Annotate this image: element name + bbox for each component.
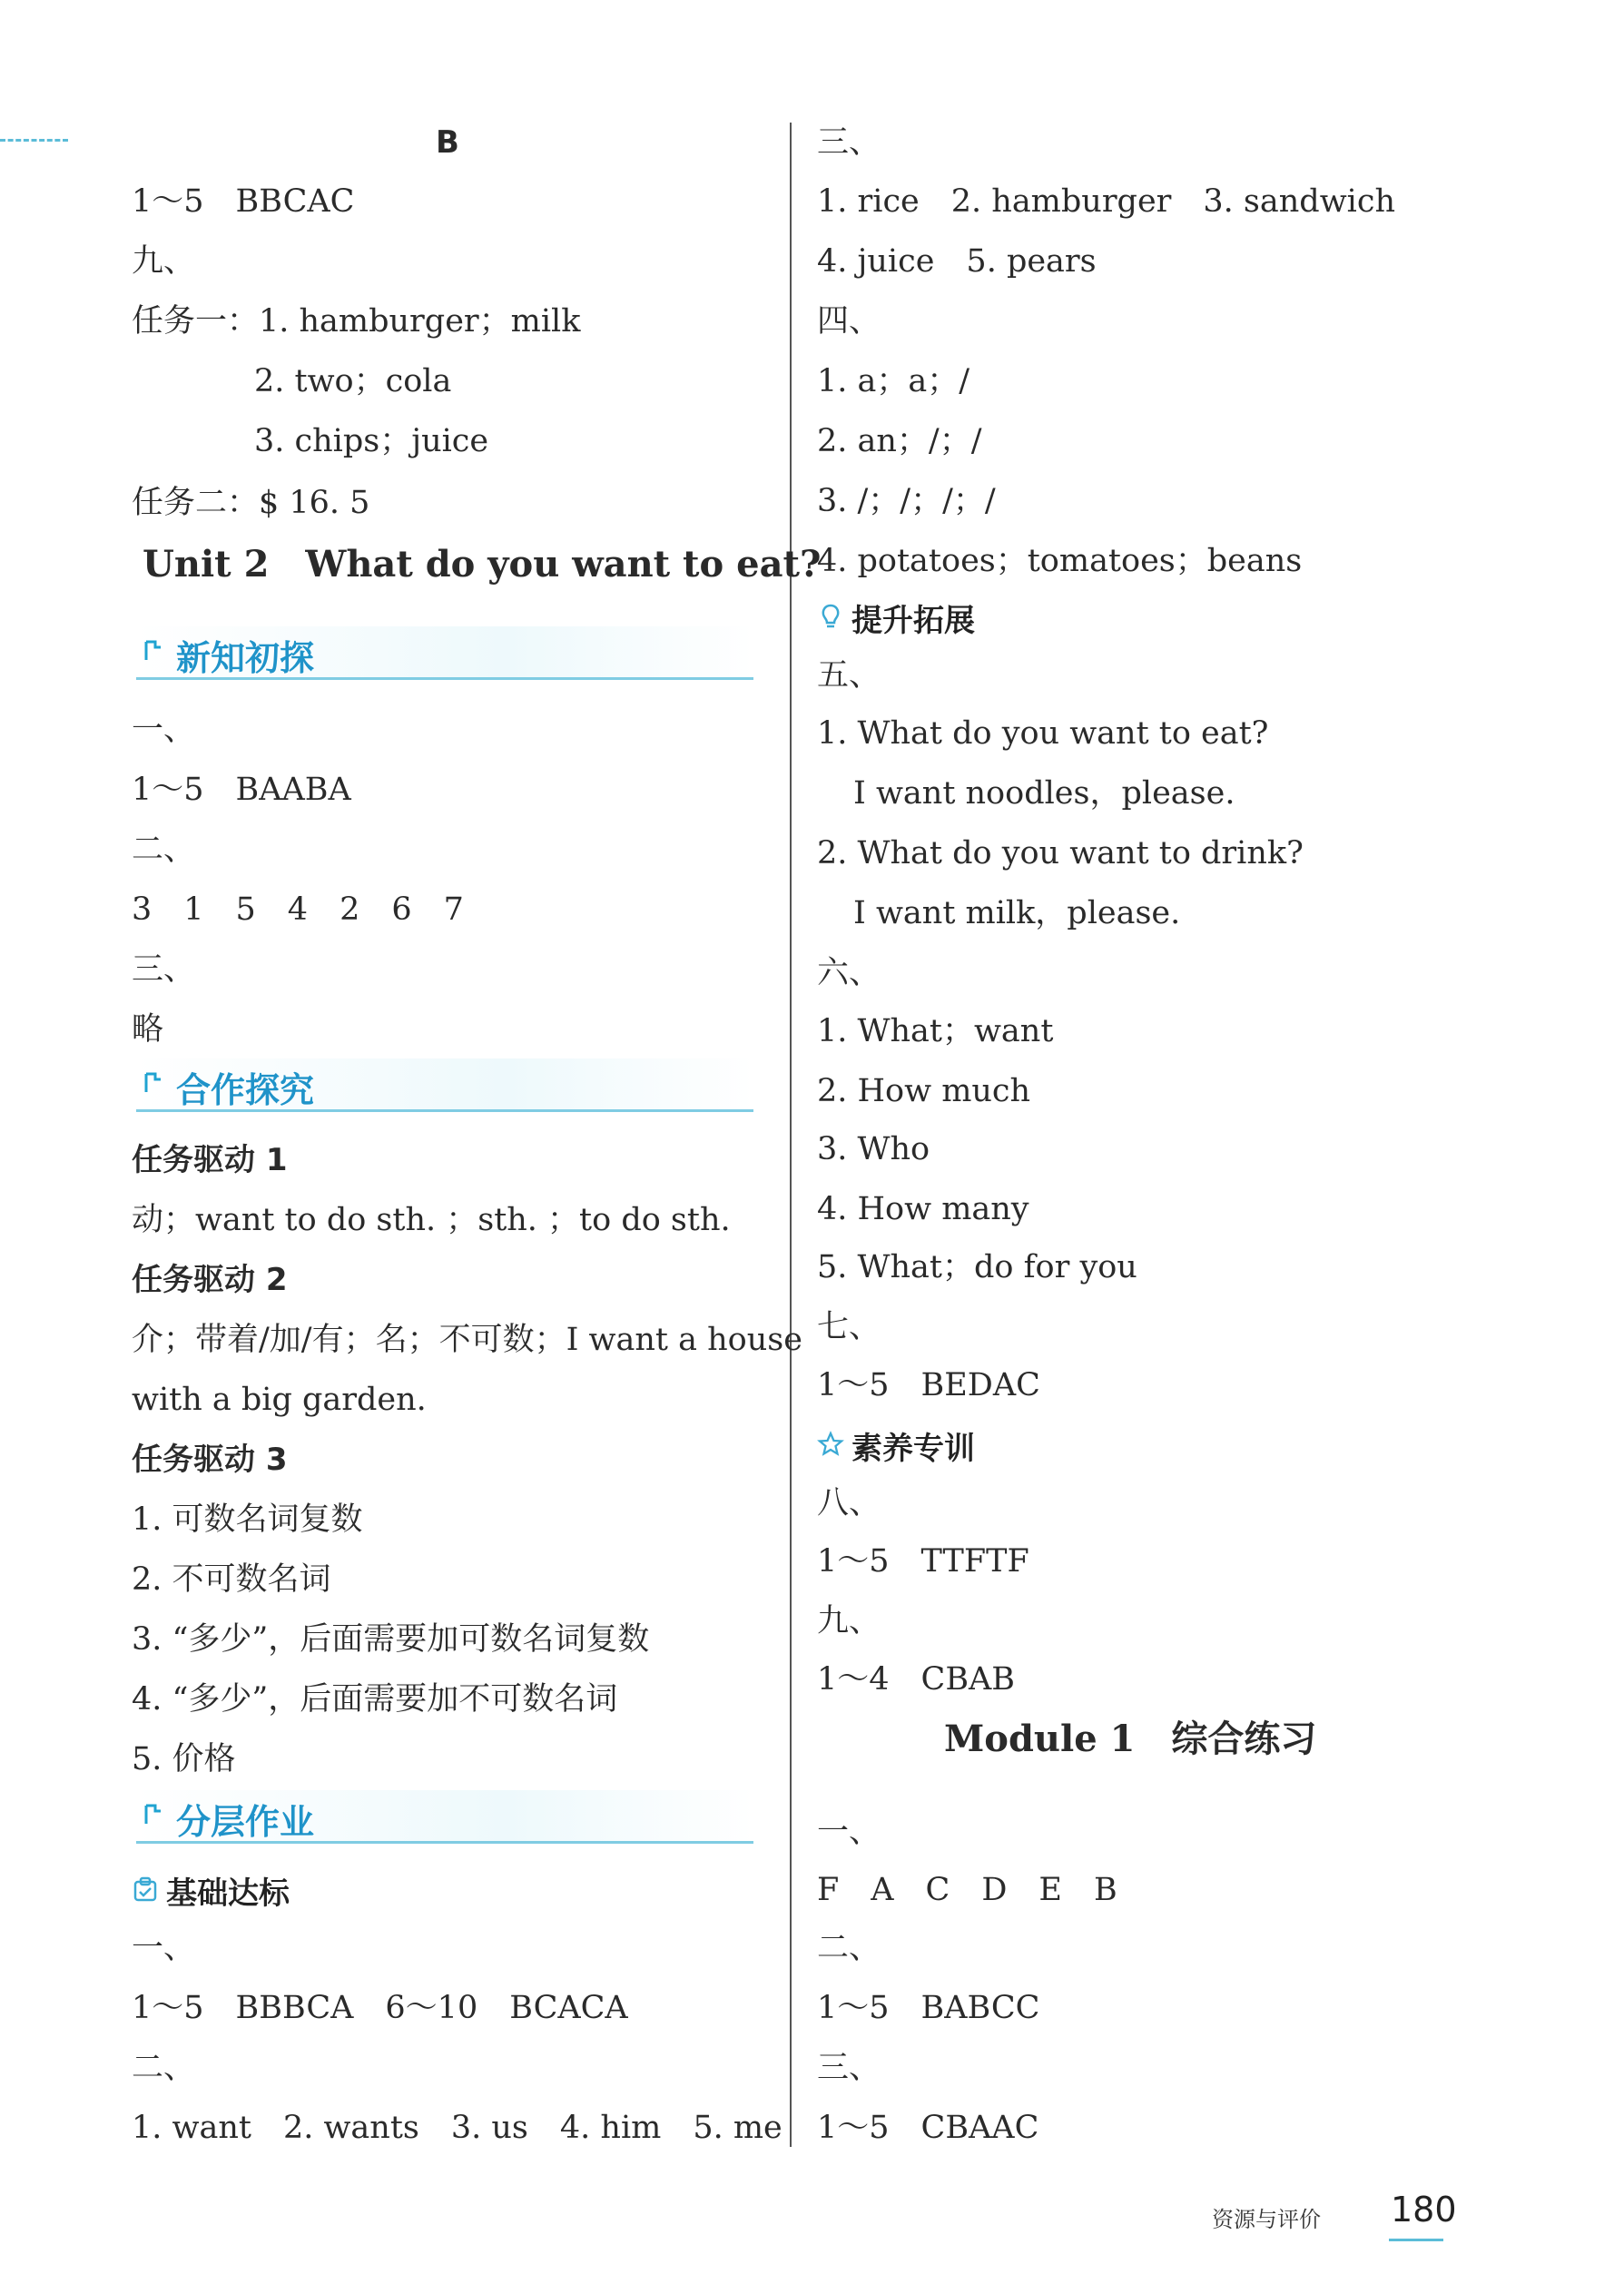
- column-divider: [790, 123, 792, 2147]
- task-heading: 任务驱动 2: [132, 1262, 288, 1298]
- answer-line: 2. two；cola: [254, 363, 452, 399]
- question-number: 四、: [817, 303, 881, 340]
- answer-line: 2. an；/；/: [817, 423, 982, 459]
- section-letter: B: [436, 124, 459, 161]
- section-header-text: 新知初探: [176, 638, 315, 678]
- answer-line: 1. What；want: [817, 1013, 1054, 1049]
- answer-line: 任务二：$ 16. 5: [132, 485, 370, 521]
- answer-line: 任务一：1. hamburger；milk: [132, 303, 581, 340]
- answer-line: 4. How many: [817, 1191, 1029, 1227]
- question-number: 六、: [817, 955, 881, 991]
- clipboard-icon: [132, 1875, 159, 1903]
- answer-line: 1～4 CBAB: [817, 1661, 1016, 1698]
- subsection-text: 提升拓展: [851, 603, 975, 639]
- answer-line: 动；want to do sth. ；sth. ；to do sth.: [132, 1202, 731, 1238]
- answer-line: 略: [132, 1011, 164, 1048]
- section-header-xinzhi: [136, 626, 753, 680]
- answer-line: 1～5 BBCAC: [132, 183, 355, 220]
- question-number: 二、: [817, 1930, 881, 1966]
- answer-line: 3. chips；juice: [254, 423, 489, 459]
- question-number: 一、: [132, 1930, 196, 1966]
- question-number: 九、: [132, 243, 196, 280]
- section-header-text: 合作探究: [176, 1070, 315, 1110]
- page-number: 180: [1391, 2190, 1457, 2230]
- answer-line: 4. potatoes；tomatoes；beans: [817, 543, 1303, 579]
- section-header-fenceng: [136, 1790, 753, 1844]
- question-number: 七、: [817, 1309, 881, 1345]
- answer-line: 3 1 5 4 2 6 7: [132, 891, 464, 928]
- answer-line: 1. want 2. wants 3. us 4. him 5. me: [132, 2110, 782, 2146]
- answer-line: 4. “多少”，后面需要加不可数名词: [132, 1681, 618, 1718]
- subsection-text: 基础达标: [166, 1875, 290, 1912]
- answer-line: 1. 可数名词复数: [132, 1501, 363, 1538]
- answer-line: 2. What do you want to drink?: [817, 835, 1304, 871]
- answer-line: 1. a；a；/: [817, 363, 970, 399]
- edge-dash-mark: [0, 139, 68, 142]
- answer-line: 1. rice 2. hamburger 3. sandwich: [817, 183, 1395, 220]
- answer-line: 1～5 CBAAC: [817, 2110, 1039, 2146]
- answer-line: 1～5 BBBCA 6～10 BCACA: [132, 1990, 628, 2026]
- answer-line: I want milk，please.: [853, 895, 1181, 931]
- question-number: 三、: [817, 2050, 881, 2086]
- answer-line: F A C D E B: [817, 1872, 1117, 1908]
- question-number: 二、: [132, 2050, 196, 2086]
- task-heading: 任务驱动 1: [132, 1142, 288, 1178]
- answer-line: 3. /；/；/；/: [817, 483, 996, 519]
- answer-line: 1～5 BEDAC: [817, 1367, 1040, 1403]
- question-number: 九、: [817, 1603, 881, 1639]
- answer-line: 5. What；do for you: [817, 1249, 1137, 1285]
- answer-line: 3. “多少”，后面需要加可数名词复数: [132, 1621, 650, 1658]
- question-number: 三、: [132, 951, 196, 988]
- bookmark-icon: [142, 1071, 165, 1095]
- question-number: 二、: [132, 832, 196, 868]
- answer-line: 1. What do you want to eat?: [817, 715, 1269, 752]
- module-title: Module 1 综合练习: [944, 1718, 1317, 1760]
- answer-line: 1～5 BAABA: [132, 772, 351, 808]
- answer-line: I want noodles，please.: [853, 775, 1235, 812]
- answer-line: with a big garden.: [132, 1382, 427, 1418]
- question-number: 三、: [817, 124, 881, 161]
- answer-line: 1～5 BABCC: [817, 1990, 1040, 2026]
- answer-line: 1～5 TTFTF: [817, 1543, 1029, 1580]
- answer-line: 4. juice 5. pears: [817, 243, 1097, 280]
- question-number: 一、: [817, 1814, 881, 1850]
- bookmark-icon: [142, 639, 165, 663]
- lightbulb-icon: [817, 603, 844, 630]
- answer-line: 3. Who: [817, 1131, 930, 1167]
- section-header-text: 分层作业: [176, 1802, 315, 1842]
- bookmark-icon: [142, 1803, 165, 1826]
- section-header-hezuo: [136, 1058, 753, 1112]
- question-number: 一、: [132, 712, 196, 748]
- task-heading: 任务驱动 3: [132, 1442, 288, 1478]
- answer-line: 2. How much: [817, 1073, 1031, 1109]
- star-icon: [817, 1431, 844, 1458]
- answer-line: 5. 价格: [132, 1741, 236, 1777]
- page-number-underline: [1389, 2239, 1443, 2241]
- unit-title: Unit 2 What do you want to eat?: [143, 543, 822, 586]
- footer-source: 资源与评价: [1212, 2207, 1321, 2232]
- subsection-text: 素养专训: [851, 1431, 975, 1467]
- question-number: 八、: [817, 1485, 881, 1521]
- answer-line: 介；带着/加/有；名；不可数；I want a house: [132, 1322, 802, 1358]
- answer-line: 2. 不可数名词: [132, 1561, 331, 1598]
- question-number: 五、: [817, 657, 881, 694]
